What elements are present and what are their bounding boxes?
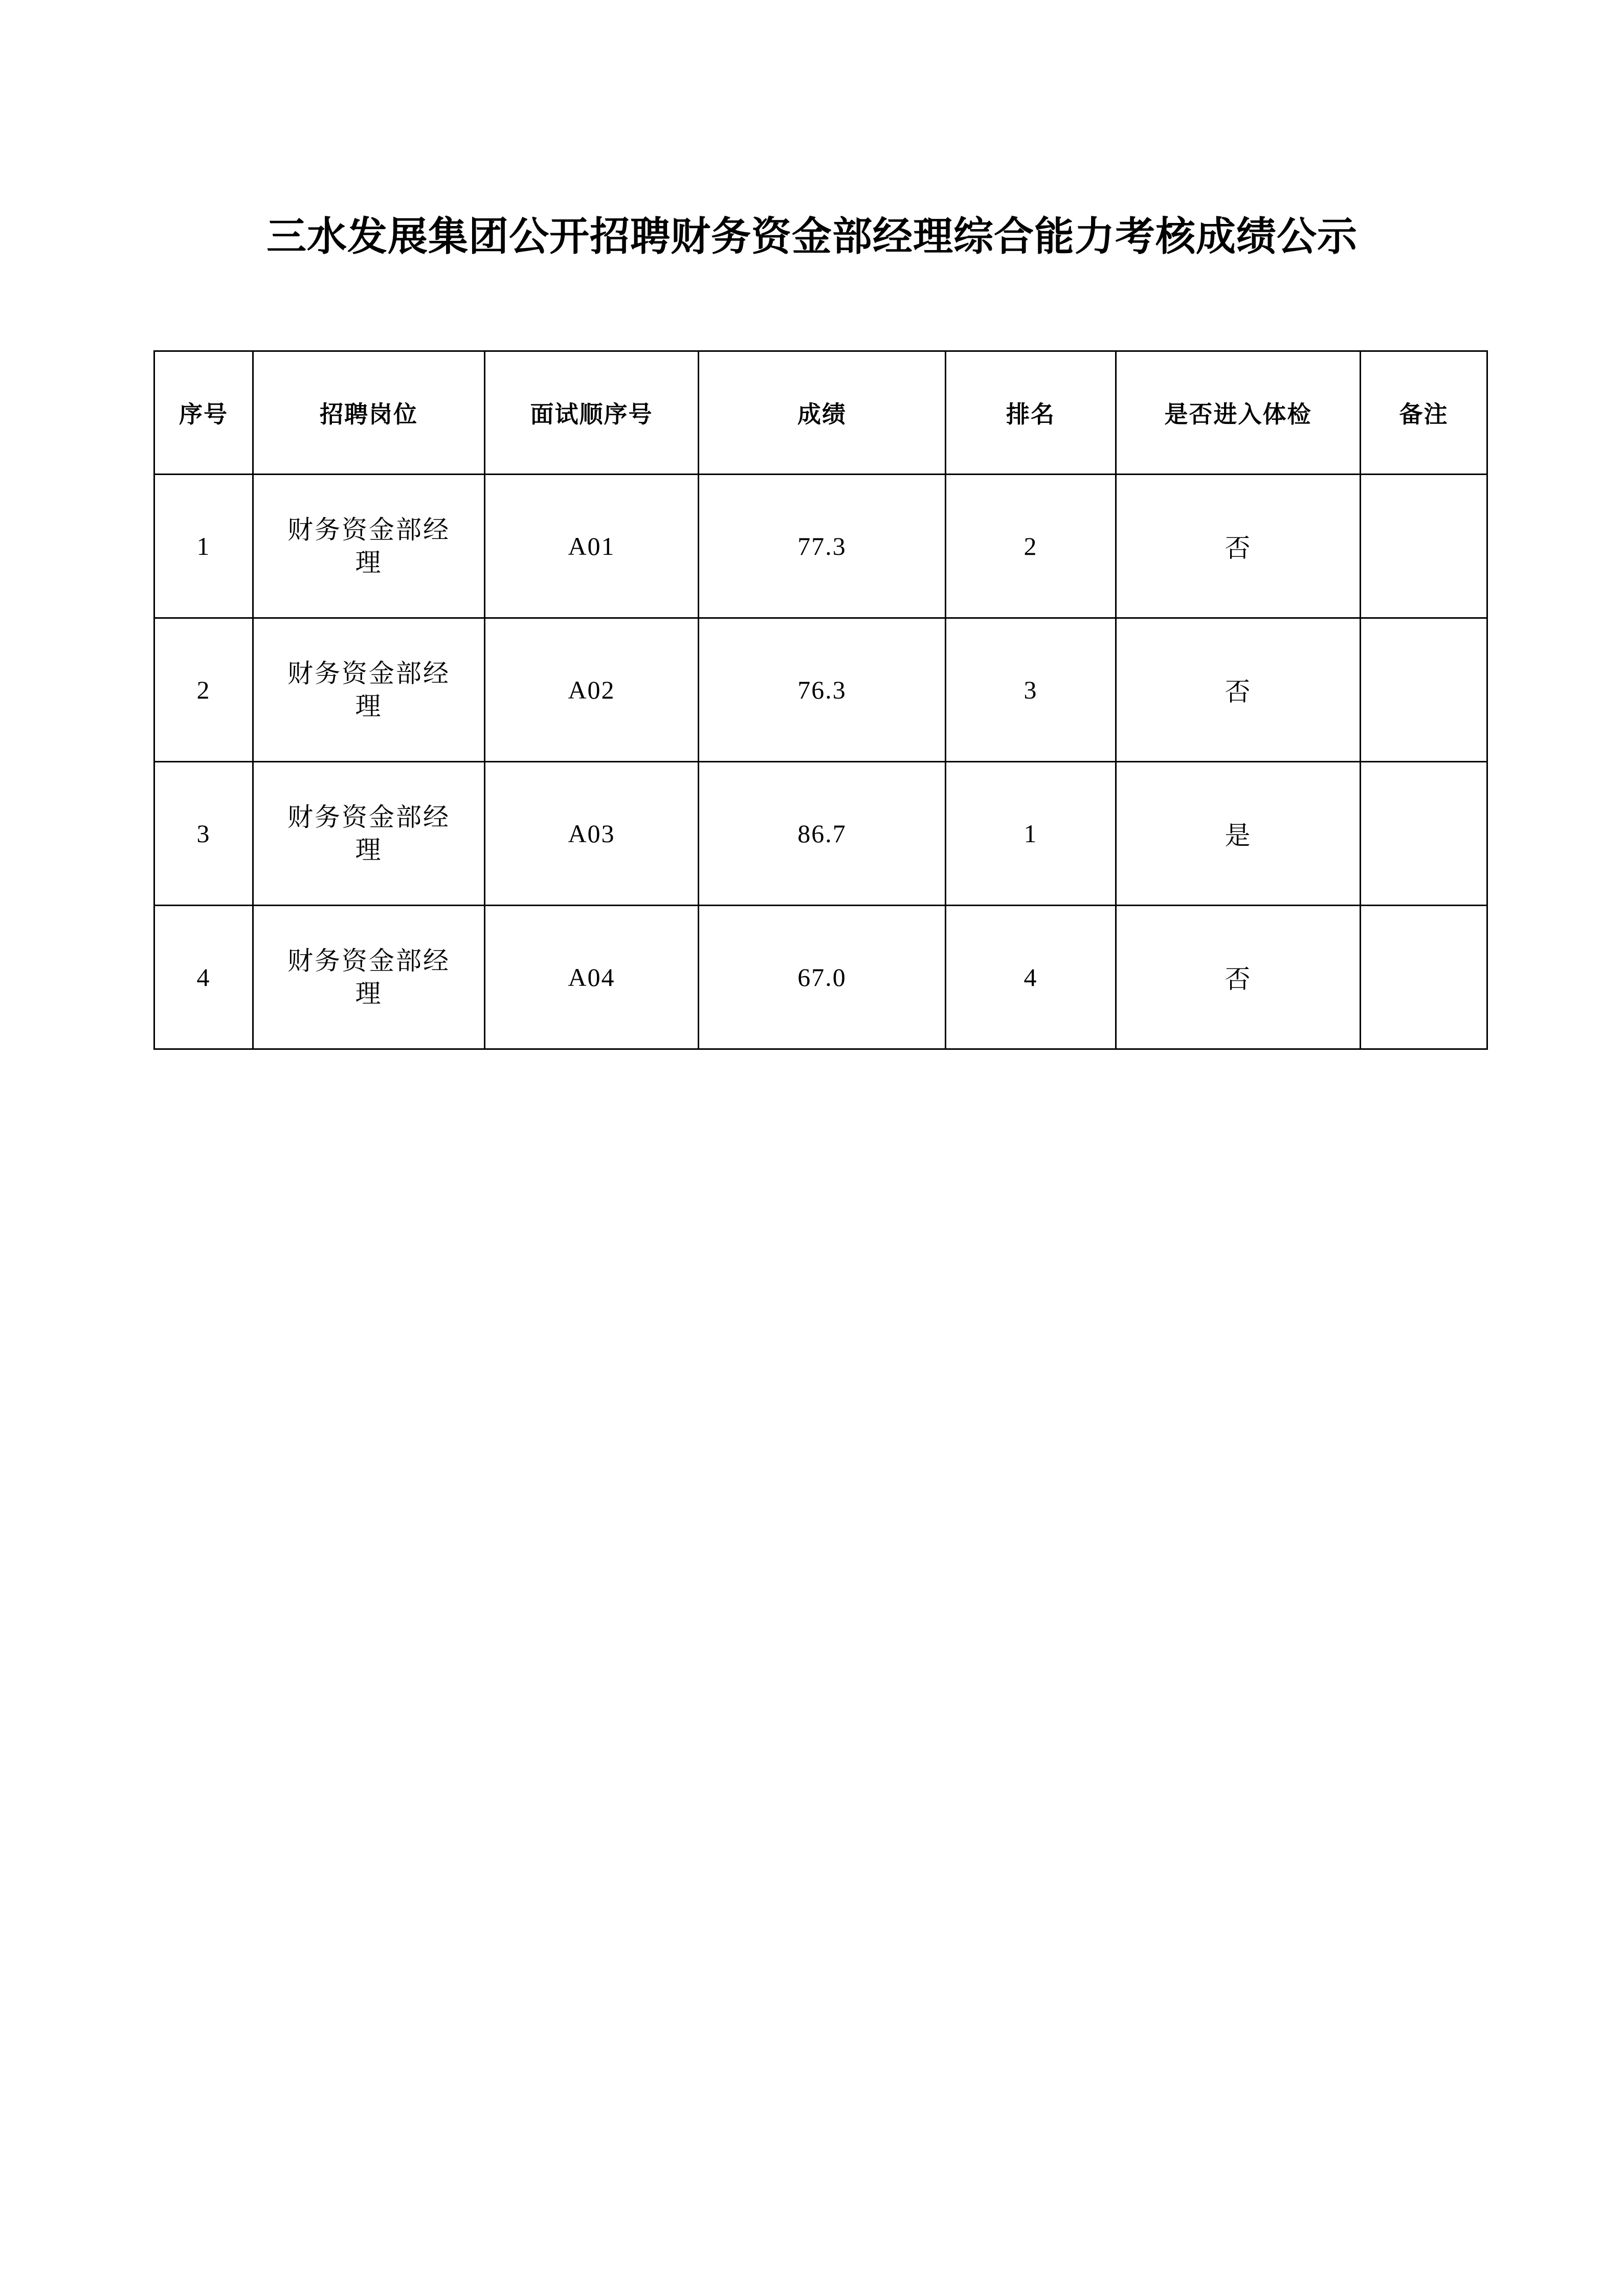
cell-rank: 3 <box>946 618 1116 762</box>
cell-rank: 4 <box>946 906 1116 1049</box>
column-header-rank: 排名 <box>946 351 1116 475</box>
score-table-container <box>153 350 1476 1050</box>
cell-medical: 是 <box>1116 762 1361 906</box>
cell-rank: 2 <box>946 475 1116 618</box>
cell-post-text: 财务资金部经理 <box>287 803 450 864</box>
table-row <box>154 762 1487 906</box>
table-body <box>154 475 1487 1049</box>
cell-remark <box>1361 906 1487 1049</box>
cell-index: 1 <box>154 475 253 618</box>
cell-remark <box>1361 762 1487 906</box>
cell-post <box>253 762 485 906</box>
cell-score: 76.3 <box>699 618 946 762</box>
cell-interview-order: A03 <box>485 762 699 906</box>
cell-interview-order: A04 <box>485 906 699 1049</box>
cell-score: 67.0 <box>699 906 946 1049</box>
table-row <box>154 618 1487 762</box>
cell-remark <box>1361 475 1487 618</box>
column-header-score: 成绩 <box>699 351 946 475</box>
cell-index: 2 <box>154 618 253 762</box>
cell-rank: 1 <box>946 762 1116 906</box>
cell-post <box>253 906 485 1049</box>
cell-post-text: 财务资金部经理 <box>287 515 450 577</box>
cell-remark <box>1361 618 1487 762</box>
cell-medical: 否 <box>1116 906 1361 1049</box>
cell-index: 4 <box>154 906 253 1049</box>
cell-medical: 否 <box>1116 618 1361 762</box>
cell-score: 77.3 <box>699 475 946 618</box>
cell-score: 86.7 <box>699 762 946 906</box>
cell-post <box>253 618 485 762</box>
cell-post <box>253 475 485 618</box>
column-header-index: 序号 <box>154 351 253 475</box>
column-header-interview-order: 面试顺序号 <box>485 351 699 475</box>
table-header <box>154 351 1487 475</box>
cell-interview-order: A02 <box>485 618 699 762</box>
cell-medical: 否 <box>1116 475 1361 618</box>
cell-post-text: 财务资金部经理 <box>287 659 450 721</box>
column-header-medical: 是否进入体检 <box>1116 351 1361 475</box>
cell-index: 3 <box>154 762 253 906</box>
page-title: 三水发展集团公开招聘财务资金部经理综合能力考核成绩公示 <box>266 214 1358 259</box>
score-table <box>153 350 1488 1050</box>
table-header-row <box>154 351 1487 475</box>
column-header-post: 招聘岗位 <box>253 351 485 475</box>
table-row <box>154 906 1487 1049</box>
cell-post-text: 财务资金部经理 <box>287 947 450 1008</box>
cell-interview-order: A01 <box>485 475 699 618</box>
column-header-remark: 备注 <box>1361 351 1487 475</box>
table-row <box>154 475 1487 618</box>
